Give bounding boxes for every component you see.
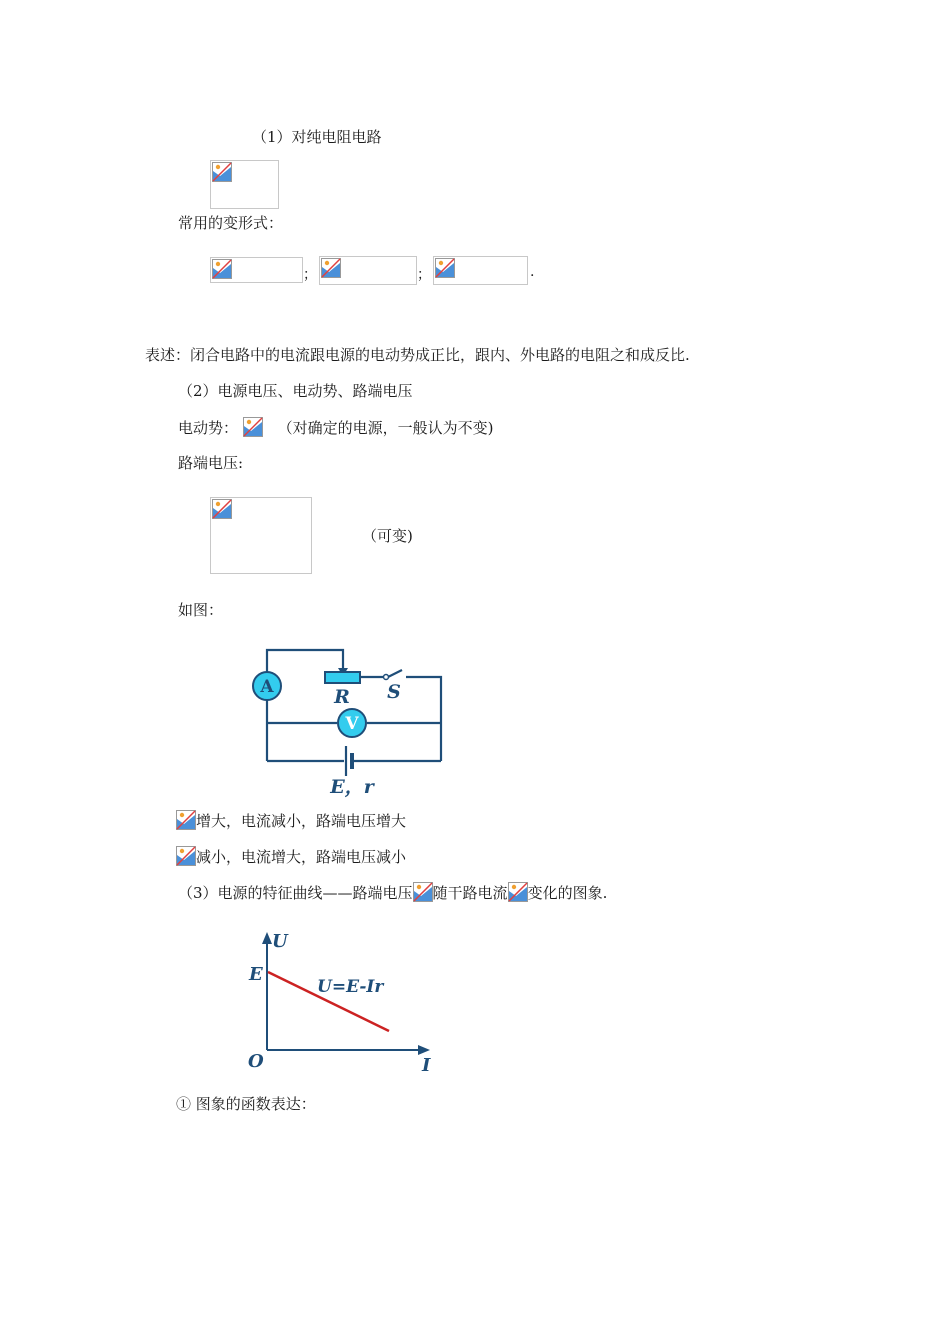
switch-blade: [388, 670, 402, 677]
section2-heading: （2）电源电压、电动势、路端电压: [178, 382, 413, 400]
section3-heading-b: 随干路电流: [432, 884, 508, 902]
resistance-symbol-image: [176, 846, 196, 866]
forms-label: 常用的变形式：: [178, 214, 284, 232]
terminal-label: 路端电压:: [178, 454, 244, 472]
statement: 表述：闭合电路中的电流跟电源的电动势成正比，跟内、外电路的电阻之和成反比.: [145, 346, 690, 364]
emf-label: 电动势：: [178, 419, 239, 437]
section3-heading: [178, 882, 607, 903]
origin-label: O: [248, 1051, 264, 1072]
y-axis-arrow-icon: [262, 932, 272, 944]
switch-contact: [384, 675, 389, 680]
formula-image-ohm: [210, 160, 279, 209]
current-symbol-image: [508, 882, 528, 902]
formula-image-form2: [319, 256, 417, 285]
broken-image-icon: [176, 846, 196, 866]
item1: ① 图象的函数表达：: [176, 1095, 316, 1113]
circuit-diagram: [240, 640, 460, 800]
x-axis-label: I: [422, 1055, 431, 1076]
formula-image-form3: [433, 256, 528, 285]
broken-image-icon: [212, 499, 232, 519]
section1-heading: （1）对纯电阻电路: [252, 128, 382, 146]
voltmeter-label: V: [345, 714, 359, 734]
ui-characteristic-chart: [240, 928, 440, 1078]
formula-image-terminal: [210, 497, 312, 574]
broken-image-icon: [212, 259, 232, 279]
broken-image-icon: [321, 258, 341, 278]
decrease-line: [176, 846, 406, 867]
wire-top-to-rheostat: [267, 650, 343, 673]
resistor-label: R: [334, 686, 350, 708]
decrease-text: 减小，电流增大，路端电压减小: [196, 848, 407, 866]
equation-annotation: U=E-Ir: [317, 977, 384, 997]
increase-line: [176, 810, 406, 831]
separator: ；: [417, 267, 431, 283]
emf-line: [178, 417, 493, 438]
y-axis-label: U: [272, 931, 288, 952]
separator: ；: [303, 267, 317, 283]
figure-label: 如图：: [178, 601, 224, 619]
broken-image-icon: [413, 882, 433, 902]
resistance-symbol-image: [176, 810, 196, 830]
source-label: E，r: [330, 776, 374, 798]
period: .: [530, 264, 535, 280]
y-intercept-label: E: [249, 964, 263, 985]
terminal-note: （可变): [362, 527, 413, 545]
ammeter-label: A: [260, 677, 274, 697]
broken-image-icon: [435, 258, 455, 278]
broken-image-icon: [243, 417, 263, 437]
switch-label: S: [387, 681, 401, 703]
broken-image-icon: [176, 810, 196, 830]
broken-image-icon: [508, 882, 528, 902]
increase-text: 增大，电流减小，路端电压增大: [196, 812, 407, 830]
section3-heading-a: （3）电源的特征曲线——路端电压: [178, 884, 413, 902]
voltage-symbol-image: [413, 882, 433, 902]
broken-image-icon: [212, 162, 232, 182]
rheostat-resistor: [325, 672, 360, 683]
wire-right: [406, 677, 441, 761]
formula-image-form1: [210, 257, 303, 283]
section3-heading-c: 变化的图象.: [527, 884, 608, 902]
emf-symbol-image: [243, 417, 263, 437]
x-axis-arrow-icon: [418, 1045, 430, 1055]
emf-note: （对确定的电源，一般认为不变): [277, 419, 494, 437]
